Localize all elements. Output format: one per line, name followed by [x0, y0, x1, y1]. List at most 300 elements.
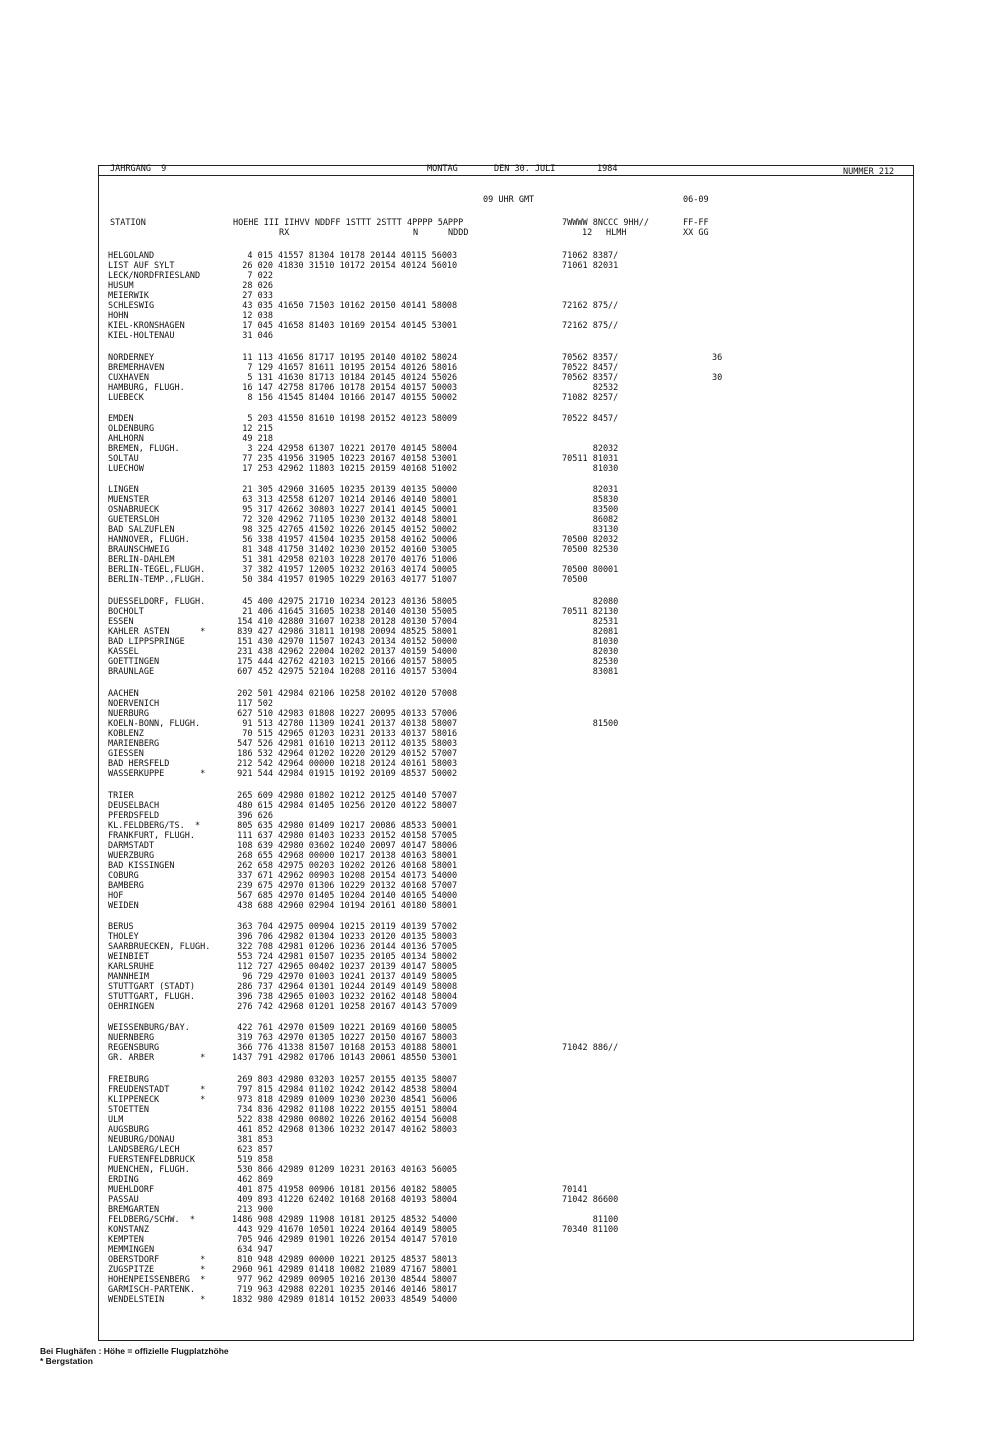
station-name: ZUGSPITZE * — [108, 1265, 206, 1275]
table-row — [0, 251, 1000, 261]
station-name: DUESSELDORF, FLUGH. — [108, 597, 206, 607]
station-values: 607 452 42975 52104 10208 20116 40157 53004 — [232, 667, 458, 677]
weekday-label: MONTAG — [427, 164, 458, 174]
table-row — [0, 719, 1000, 729]
station-name: MUENCHEN, FLUGH. — [108, 1165, 190, 1175]
table-row — [0, 505, 1000, 515]
station-values: 1486 908 42989 11908 10181 20125 48532 54000 — [232, 1215, 458, 1225]
station-values: 21 305 42960 31605 10235 20139 40135 50000 — [232, 485, 458, 495]
station-name: HOHN — [108, 311, 129, 321]
station-extra-groups: 82032 — [562, 444, 619, 454]
table-row — [0, 901, 1000, 911]
station-extra-groups: 71082 8257/ — [562, 393, 619, 403]
table-row — [0, 841, 1000, 851]
table-row — [0, 373, 1000, 383]
station-values: 522 838 42980 00802 10226 20162 40154 56008 — [232, 1115, 458, 1125]
table-row — [0, 525, 1000, 535]
table-row — [0, 729, 1000, 739]
station-extra-groups: 82530 — [562, 657, 619, 667]
table-row — [0, 1215, 1000, 1225]
table-row — [0, 575, 1000, 585]
station-values: 81 348 41750 31402 10230 20152 40160 53005 — [232, 545, 458, 555]
station-extra-groups: 81030 — [562, 464, 619, 474]
station-name: LIST AUF SYLT — [108, 261, 175, 271]
station-values: 634 947 — [232, 1245, 273, 1255]
table-row — [0, 1205, 1000, 1215]
station-name: ERDING — [108, 1175, 139, 1185]
station-name: WUERZBURG — [108, 851, 155, 861]
station-values: 810 948 42989 00000 10221 20125 48537 58013 — [232, 1255, 458, 1265]
station-values: 16 147 42758 81706 10178 20154 40157 50003 — [232, 383, 458, 393]
station-extra-groups: 81030 — [562, 637, 619, 647]
station-name: OEHRINGEN — [108, 1002, 155, 1012]
station-extra-groups: 72162 875// — [562, 301, 619, 311]
station-extra-groups: 83500 — [562, 505, 619, 515]
station-extra-groups: 70522 8457/ — [562, 363, 619, 373]
station-name: KARLSRUHE — [108, 962, 155, 972]
table-row — [0, 1075, 1000, 1085]
station-values: 3 224 42958 61307 10221 20170 40145 58004 — [232, 444, 458, 454]
table-row — [0, 1295, 1000, 1305]
table-row — [0, 1275, 1000, 1285]
table-row — [0, 769, 1000, 779]
table-row — [0, 891, 1000, 901]
table-row — [0, 881, 1000, 891]
station-values: 21 406 41645 31605 10238 20140 40130 55005 — [232, 607, 458, 617]
station-name: OBERSTDORF * — [108, 1255, 206, 1265]
station-name: STOETTEN — [108, 1105, 149, 1115]
station-name: KLIPPENECK * — [108, 1095, 206, 1105]
station-values: 117 502 — [232, 699, 273, 709]
station-name: THOLEY — [108, 932, 139, 942]
station-name: WEIDEN — [108, 901, 139, 911]
station-values: 839 427 42986 31811 10198 20094 48525 58001 — [232, 627, 458, 637]
station-extra-groups: 81100 — [562, 1215, 619, 1225]
station-name: KAHLER ASTEN * — [108, 627, 206, 637]
station-name: BOCHOLT — [108, 607, 144, 617]
table-row — [0, 861, 1000, 871]
station-name: LANDSBERG/LECH — [108, 1145, 180, 1155]
station-extra-groups: 70562 8357/ — [562, 353, 619, 363]
observation-time: 09 UHR GMT — [483, 195, 535, 205]
table-row — [0, 952, 1000, 962]
station-name: KASSEL — [108, 647, 139, 657]
station-values: 50 384 41957 01905 10229 20163 40177 51007 — [232, 575, 458, 585]
station-name: MEIERWIK — [108, 291, 149, 301]
station-name: PFERDSFELD — [108, 811, 160, 821]
station-name: MUENSTER — [108, 495, 149, 505]
table-row — [0, 1155, 1000, 1165]
station-name: KONSTANZ — [108, 1225, 149, 1235]
station-name: BERLIN-TEMP.,FLUGH. — [108, 575, 206, 585]
station-name: WEINBIET — [108, 952, 149, 962]
station-values: 977 962 42989 00905 10216 20130 48544 58007 — [232, 1275, 458, 1285]
station-name: DEUSELBACH — [108, 801, 160, 811]
station-values: 462 869 — [232, 1175, 273, 1185]
table-row — [0, 932, 1000, 942]
station-values: 111 637 42980 01403 10233 20152 40158 57005 — [232, 831, 458, 841]
table-row — [0, 291, 1000, 301]
station-values: 108 639 42980 03602 10240 20097 40147 58006 — [232, 841, 458, 851]
table-row — [0, 515, 1000, 525]
table-row — [0, 1235, 1000, 1245]
table-row — [0, 1145, 1000, 1155]
station-name: NEUBURG/DONAU — [108, 1135, 175, 1145]
station-values: 623 857 — [232, 1145, 273, 1155]
station-values: 461 852 42968 01306 10232 20147 40162 58003 — [232, 1125, 458, 1135]
station-name: KIEL-HOLTENAU — [108, 331, 175, 341]
table-row — [0, 791, 1000, 801]
station-extra-groups: 70500 80001 — [562, 565, 619, 575]
station-name: MARIENBERG — [108, 739, 160, 749]
station-values: 37 382 41957 12005 10232 20163 40174 50005 — [232, 565, 458, 575]
period-label: 06-09 — [683, 195, 709, 205]
table-row — [0, 1023, 1000, 1033]
table-row — [0, 1085, 1000, 1095]
station-values: 268 655 42968 00000 10217 20138 40163 58001 — [232, 851, 458, 861]
station-values: 262 658 42975 00203 10202 20126 40168 58001 — [232, 861, 458, 871]
table-row — [0, 353, 1000, 363]
station-extra-groups: 82030 — [562, 647, 619, 657]
station-name: FREUDENSTADT * — [108, 1085, 206, 1095]
station-name: WEISSENBURG/BAY. — [108, 1023, 190, 1033]
station-extra-groups: 82080 — [562, 597, 619, 607]
station-name: BERLIN-TEGEL,FLUGH. — [108, 565, 206, 575]
station-values: 7 129 41657 81611 10195 20154 40126 58016 — [232, 363, 458, 373]
table-row — [0, 1185, 1000, 1195]
table-row — [0, 414, 1000, 424]
station-name: PASSAU — [108, 1195, 139, 1205]
station-values: 396 626 — [232, 811, 273, 821]
station-values: 231 438 42962 22004 10202 20137 40159 54000 — [232, 647, 458, 657]
station-name: TRIER — [108, 791, 134, 801]
column-12: 12 — [582, 228, 593, 238]
table-row — [0, 1135, 1000, 1145]
column-n: N — [413, 228, 419, 238]
station-values: 567 685 42970 01405 10204 20140 40165 54000 — [232, 891, 458, 901]
station-name: HOHENPEISSENBERG * — [108, 1275, 206, 1285]
station-name: SCHLESWIG — [108, 301, 155, 311]
station-name: HUSUM — [108, 281, 134, 291]
station-name: BAD LIPPSPRINGE — [108, 637, 185, 647]
station-name: KEMPTEN — [108, 1235, 144, 1245]
table-row — [0, 689, 1000, 699]
station-name: SOLTAU — [108, 454, 139, 464]
table-row — [0, 271, 1000, 281]
station-extra-groups: 83081 — [562, 667, 619, 677]
table-row — [0, 821, 1000, 831]
station-values: 96 729 42970 01003 10241 20137 40149 58005 — [232, 972, 458, 982]
station-values: 396 738 42965 01003 10232 20162 40148 58004 — [232, 992, 458, 1002]
station-values: 28 026 — [232, 281, 273, 291]
table-row — [0, 647, 1000, 657]
table-row — [0, 992, 1000, 1002]
station-values: 49 218 — [232, 434, 273, 444]
station-name: ESSEN — [108, 617, 134, 627]
station-name: SAARBRUECKEN, FLUGH. — [108, 942, 211, 952]
column-codes: HOEHE III IIHVV NDDFF 1STTT 2STTT 4PPPP 5APPP — [233, 218, 464, 228]
station-extra-groups: 71061 82031 — [562, 261, 619, 271]
station-values: 51 381 42958 02103 10228 20170 40176 51006 — [232, 555, 458, 565]
station-name: LUEBECK — [108, 393, 144, 403]
table-row — [0, 565, 1000, 575]
station-values: 2960 961 42989 01418 10082 21089 47167 58001 — [232, 1265, 458, 1275]
table-row — [0, 1165, 1000, 1175]
station-extra-groups: 70511 81031 — [562, 454, 619, 464]
table-row — [0, 454, 1000, 464]
station-name: FRANKFURT, FLUGH. — [108, 831, 195, 841]
table-row — [0, 485, 1000, 495]
station-values: 26 020 41830 31510 10172 20154 40124 56010 — [232, 261, 458, 271]
station-values: 213 900 — [232, 1205, 273, 1215]
station-name: GIESSEN — [108, 749, 144, 759]
station-extra-groups: 83130 — [562, 525, 619, 535]
station-values: 17 253 42962 11803 10215 20159 40168 51002 — [232, 464, 458, 474]
station-name: STUTTGART (STADT) — [108, 982, 195, 992]
table-row — [0, 1033, 1000, 1043]
station-values: 396 706 42982 01304 10233 20120 40135 58003 — [232, 932, 458, 942]
table-row — [0, 972, 1000, 982]
station-values: 77 235 41956 31905 10223 20167 40158 53001 — [232, 454, 458, 464]
station-name: KOELN-BONN, FLUGH. — [108, 719, 201, 729]
table-row — [0, 1002, 1000, 1012]
table-row — [0, 424, 1000, 434]
station-name: OLDENBURG — [108, 424, 155, 434]
station-name: BAD KISSINGEN — [108, 861, 175, 871]
station-name: AHLHORN — [108, 434, 144, 444]
table-row — [0, 1285, 1000, 1295]
table-row — [0, 301, 1000, 311]
column-station: STATION — [110, 218, 146, 228]
station-values: 363 704 42975 00904 10215 20119 40139 57002 — [232, 922, 458, 932]
station-name: COBURG — [108, 871, 139, 881]
station-values: 269 803 42980 03203 10257 20155 40135 58007 — [232, 1075, 458, 1085]
table-row — [0, 1115, 1000, 1125]
station-extra-groups: 82081 — [562, 627, 619, 637]
table-row — [0, 1255, 1000, 1265]
station-extra-groups: 82531 — [562, 617, 619, 627]
station-values: 175 444 42762 42103 10215 20166 40157 58005 — [232, 657, 458, 667]
station-name: DARMSTADT — [108, 841, 155, 851]
station-name: BAMBERG — [108, 881, 144, 891]
station-name: GARMISCH-PARTENK. — [108, 1285, 195, 1295]
table-row — [0, 617, 1000, 627]
station-extra-groups: 71042 886// — [562, 1043, 619, 1053]
station-values: 5 131 41630 81713 10184 20145 40124 55026 — [232, 373, 458, 383]
station-values: 12 215 — [232, 424, 273, 434]
table-row — [0, 1245, 1000, 1255]
station-values: 11 113 41656 81717 10195 20140 40102 58024 — [232, 353, 458, 363]
issue-number: NUMMER 212 — [843, 167, 895, 177]
station-values: 366 776 41338 81507 10168 20153 40188 58001 — [232, 1043, 458, 1053]
station-values: 322 708 42981 01206 10236 20144 40136 57005 — [232, 942, 458, 952]
table-row — [0, 535, 1000, 545]
table-row — [0, 434, 1000, 444]
station-values: 286 737 42964 01301 10244 20149 40149 58008 — [232, 982, 458, 992]
station-values: 409 893 41220 62402 10168 20168 40193 58004 — [232, 1195, 458, 1205]
station-values: 627 510 42983 01808 10227 20095 40133 57006 — [232, 709, 458, 719]
station-name: NUERBURG — [108, 709, 149, 719]
station-values: 7 022 — [232, 271, 273, 281]
station-values: 186 532 42964 01202 10220 20129 40152 57007 — [232, 749, 458, 759]
table-row — [0, 922, 1000, 932]
jahrgang-label: JAHRGANG 9 — [110, 164, 167, 174]
table-row — [0, 555, 1000, 565]
station-name: BERUS — [108, 922, 134, 932]
table-row — [0, 607, 1000, 617]
station-values: 553 724 42981 01507 10235 20105 40134 58002 — [232, 952, 458, 962]
station-name: BAD SALZUFLEN — [108, 525, 175, 535]
station-name: NORDERNEY — [108, 353, 155, 363]
table-row — [0, 962, 1000, 972]
station-values: 4 015 41557 81304 10178 20144 40115 56003 — [232, 251, 458, 261]
date-label: DEN 30. JULI — [494, 164, 556, 174]
station-values: 734 836 42982 01108 10222 20155 40151 58004 — [232, 1105, 458, 1115]
table-row — [0, 759, 1000, 769]
station-name: GR. ARBER * — [108, 1053, 206, 1063]
table-row — [0, 831, 1000, 841]
column-nddd: NDDD — [448, 228, 469, 238]
station-values: 239 675 42970 01306 10229 20132 40168 57007 — [232, 881, 458, 891]
station-name: LECK/NORDFRIESLAND — [108, 271, 201, 281]
station-values: 5 203 41550 81610 10198 20152 40123 58009 — [232, 414, 458, 424]
station-extra-groups: 71042 86600 — [562, 1195, 619, 1205]
station-name: HAMBURG, FLUGH. — [108, 383, 185, 393]
table-row — [0, 851, 1000, 861]
station-values: 422 761 42970 01509 10221 20169 40160 58005 — [232, 1023, 458, 1033]
station-name: BRAUNSCHWEIG — [108, 545, 170, 555]
station-name: MUEHLDORF — [108, 1185, 155, 1195]
footnote-airport: Bei Flughäfen : Höhe = offizielle Flugplatzhöhe — [40, 1346, 229, 1356]
table-row — [0, 749, 1000, 759]
station-values: 63 313 42558 61207 10214 20146 40140 58001 — [232, 495, 458, 505]
station-values: 973 818 42989 01009 10230 20230 48541 56006 — [232, 1095, 458, 1105]
column-codes-2: 7WWWW 8NCCC 9HH// — [562, 218, 649, 228]
table-row — [0, 444, 1000, 454]
station-name: MEMMINGEN — [108, 1245, 155, 1255]
station-name: HOF — [108, 891, 124, 901]
station-values: 805 635 42980 01409 10217 20086 48533 50001 — [232, 821, 458, 831]
table-row — [0, 1043, 1000, 1053]
station-name: MANNHEIM — [108, 972, 149, 982]
table-row — [0, 657, 1000, 667]
station-name: EMDEN — [108, 414, 134, 424]
table-row — [0, 363, 1000, 373]
station-extra-groups: 70500 — [562, 575, 588, 585]
station-values: 212 542 42964 00000 10218 20124 40161 58003 — [232, 759, 458, 769]
station-values: 8 156 41545 81404 10166 20147 40155 50002 — [232, 393, 458, 403]
station-extra-groups: 70500 82032 — [562, 535, 619, 545]
station-values: 43 035 41650 71503 10162 20150 40141 58008 — [232, 301, 458, 311]
station-name: WENDELSTEIN * — [108, 1295, 206, 1305]
table-row — [0, 393, 1000, 403]
table-row — [0, 545, 1000, 555]
table-row — [0, 383, 1000, 393]
station-name: NUERNBERG — [108, 1033, 155, 1043]
table-row — [0, 1125, 1000, 1135]
table-row — [0, 321, 1000, 331]
station-values: 719 963 42988 02201 10235 20146 40146 58017 — [232, 1285, 458, 1295]
table-row — [0, 1053, 1000, 1063]
station-values: 1437 791 42982 01706 10143 20061 48550 53001 — [232, 1053, 458, 1063]
station-name: KIEL-KRONSHAGEN — [108, 321, 185, 331]
station-values: 112 727 42965 00402 10237 20139 40147 58005 — [232, 962, 458, 972]
station-name: REGENSBURG — [108, 1043, 160, 1053]
station-name: ULM — [108, 1115, 124, 1125]
table-row — [0, 1105, 1000, 1115]
table-row — [0, 982, 1000, 992]
table-row — [0, 1175, 1000, 1185]
table-row — [0, 699, 1000, 709]
station-values: 27 033 — [232, 291, 273, 301]
station-values: 151 430 42970 11507 10243 20134 40152 50000 — [232, 637, 458, 647]
table-row — [0, 311, 1000, 321]
table-row — [0, 637, 1000, 647]
station-values: 98 325 42765 41502 10226 20145 40152 50002 — [232, 525, 458, 535]
station-values: 381 853 — [232, 1135, 273, 1145]
station-name: BERLIN-DAHLEM — [108, 555, 175, 565]
station-name: STUTTGART, FLUGH. — [108, 992, 195, 1002]
station-extra-groups: 82031 — [562, 485, 619, 495]
year-label: 1984 — [597, 164, 618, 174]
station-values: 91 513 42780 11309 10241 20137 40138 58007 — [232, 719, 458, 729]
station-values: 12 038 — [232, 311, 273, 321]
station-name: AUGSBURG — [108, 1125, 149, 1135]
station-name: GOETTINGEN — [108, 657, 160, 667]
footnote-mountain: * Bergstation — [40, 1356, 93, 1366]
station-values: 31 046 — [232, 331, 273, 341]
station-values: 154 410 42880 31607 10238 20128 40130 57004 — [232, 617, 458, 627]
station-extra-groups: 81500 — [562, 719, 619, 729]
station-name: KL.FELDBERG/TS. * — [108, 821, 201, 831]
station-values: 56 338 41957 41504 10235 20158 40162 50006 — [232, 535, 458, 545]
table-row — [0, 261, 1000, 271]
column-wind: FF-FF — [683, 218, 709, 228]
station-values: 401 875 41958 00906 10181 20156 40182 58005 — [232, 1185, 458, 1195]
station-extra-groups: 70141 — [562, 1185, 588, 1195]
table-row — [0, 942, 1000, 952]
station-gust: 36 — [712, 353, 723, 363]
station-name: HANNOVER, FLUGH. — [108, 535, 190, 545]
station-name: BREMERHAVEN — [108, 363, 165, 373]
station-values: 530 866 42989 01209 10231 20163 40163 56005 — [232, 1165, 458, 1175]
station-values: 95 317 42662 30803 10227 20141 40145 50001 — [232, 505, 458, 515]
table-row — [0, 871, 1000, 881]
station-values: 265 609 42980 01802 10212 20125 40140 57007 — [232, 791, 458, 801]
station-values: 319 763 42970 01305 10227 20150 40167 58003 — [232, 1033, 458, 1043]
station-values: 797 815 42984 01102 10242 20142 48538 58004 — [232, 1085, 458, 1095]
station-values: 337 671 42962 00903 10208 20154 40173 54000 — [232, 871, 458, 881]
station-extra-groups: 72162 875// — [562, 321, 619, 331]
station-extra-groups: 86082 — [562, 515, 619, 525]
station-values: 480 615 42984 01405 10256 20120 40122 58007 — [232, 801, 458, 811]
station-name: CUXHAVEN — [108, 373, 149, 383]
station-values: 705 946 42989 01901 10226 20154 40147 57010 — [232, 1235, 458, 1245]
table-row — [0, 1195, 1000, 1205]
station-extra-groups: 70340 81100 — [562, 1225, 619, 1235]
station-values: 45 400 42975 21710 10234 20123 40136 58005 — [232, 597, 458, 607]
station-values: 438 688 42960 02904 10194 20161 40180 58001 — [232, 901, 458, 911]
station-name: KOBLENZ — [108, 729, 144, 739]
table-row — [0, 464, 1000, 474]
station-values: 202 501 42984 02106 10258 20102 40120 57008 — [232, 689, 458, 699]
table-row — [0, 709, 1000, 719]
station-values: 276 742 42968 01201 10258 20167 40143 57009 — [232, 1002, 458, 1012]
station-name: GUETERSLOH — [108, 515, 160, 525]
station-values: 17 045 41658 81403 10169 20154 40145 53001 — [232, 321, 458, 331]
table-row — [0, 801, 1000, 811]
station-extra-groups: 70500 82530 — [562, 545, 619, 555]
